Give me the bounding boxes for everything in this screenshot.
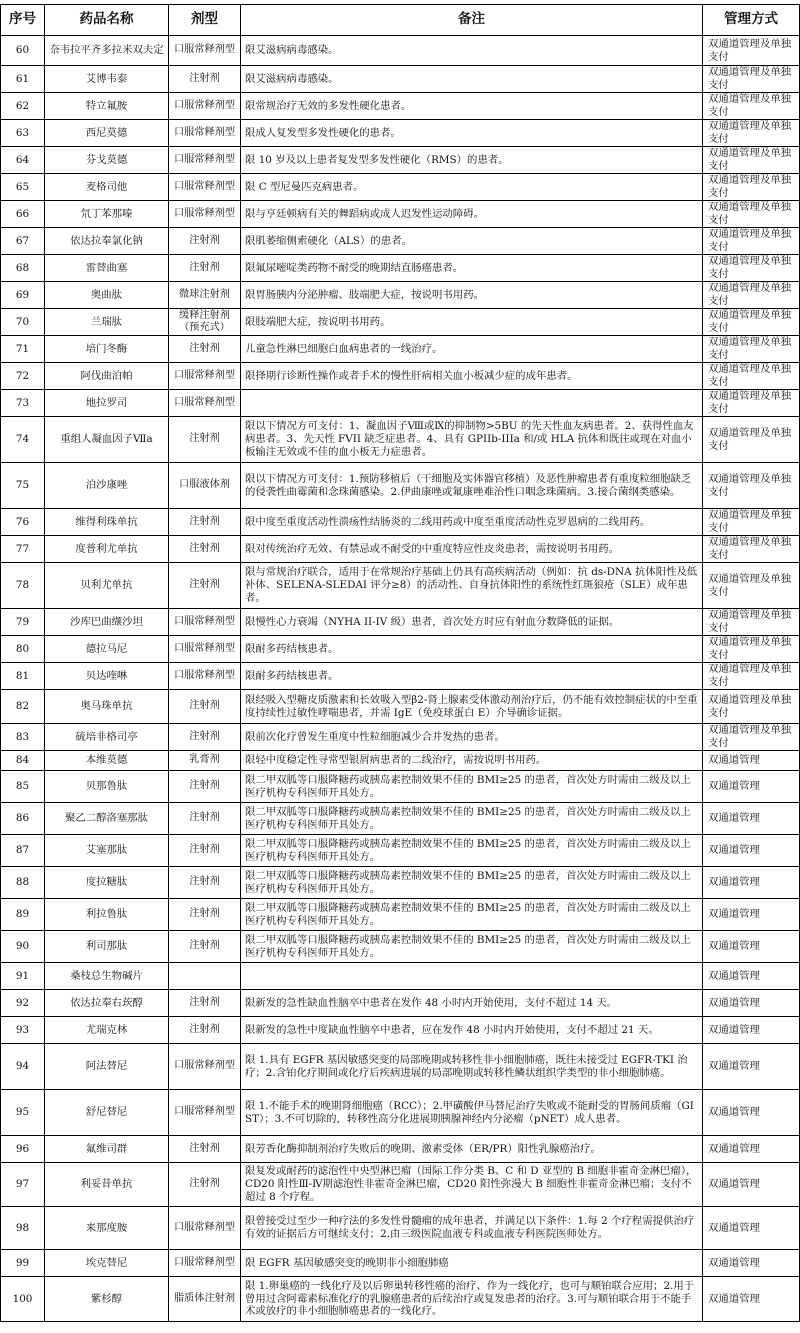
row-number: 72 <box>1 363 45 390</box>
remark: 限对传统治疗无效、有禁忌或不耐受的中重度特应性皮炎患者，需按说明书用药。 <box>241 536 703 563</box>
dosage-form: 缓释注射剂（预充式） <box>169 309 241 336</box>
table-row <box>1 536 800 563</box>
row-number: 76 <box>1 509 45 536</box>
row-number: 94 <box>1 1044 45 1090</box>
table-row <box>1 120 800 147</box>
header-form: 剂型 <box>169 5 241 36</box>
table-row <box>1 867 800 899</box>
remark: 限艾滋病病毒感染。 <box>241 36 703 66</box>
drug-name: 本维莫德 <box>45 751 169 771</box>
dosage-form: 注射剂 <box>169 536 241 563</box>
drug-name: 来那度胺 <box>45 1207 169 1250</box>
management-method: 双通道管理 <box>703 1163 800 1207</box>
remark: 限以下情况方可支付：1、凝血因子Ⅷ或Ⅸ的抑制物>5BU 的先天性血友病患者。2、获得性血友病患者。3、先天性 FVII 缺乏症患者。4、具有 GPIIb-IIIa 和/或 HLA 抗体和既往或现在对血小板输注无效或不佳的血小板无力症患者。 <box>241 417 703 463</box>
dosage-form: 口服常释剂型 <box>169 363 241 390</box>
table-row <box>1 36 800 66</box>
remark: 限 EGFR 基因敏感突变的晚期非小细胞肺癌 <box>241 1250 703 1277</box>
table-row <box>1 1250 800 1277</box>
management-method: 双通道管理及单独支付 <box>703 93 800 120</box>
drug-name: 度拉糖肽 <box>45 867 169 899</box>
table-row <box>1 93 800 120</box>
table-row <box>1 390 800 417</box>
drug-name: 地拉罗司 <box>45 390 169 417</box>
row-number: 79 <box>1 609 45 636</box>
dosage-form: 口服常释剂型 <box>169 390 241 417</box>
dosage-form: 口服常释剂型 <box>169 120 241 147</box>
drug-name: 利妥昔单抗 <box>45 1163 169 1207</box>
table-row <box>1 690 800 724</box>
dosage-form: 注射剂 <box>169 255 241 282</box>
remark: 限 C 型尼曼匹克病患者。 <box>241 174 703 201</box>
remark: 限以下情况方可支付：1.预防移植后（干细胞及实体器官移植）及恶性肿瘤患者有重度粒细胞缺乏的侵袭性曲霉菌和念珠菌感染。2.伊曲康唑或氟康唑难治性口咽念珠菌病。3.接合菌纲类感染。 <box>241 463 703 509</box>
row-number: 92 <box>1 990 45 1017</box>
drug-name: 利拉鲁肽 <box>45 899 169 931</box>
remark <box>241 963 703 990</box>
management-method: 双通道管理 <box>703 1250 800 1277</box>
table-row <box>1 771 800 803</box>
management-method: 双通道管理 <box>703 1044 800 1090</box>
drug-name: 艾博韦泰 <box>45 66 169 93</box>
drug-name: 艾塞那肽 <box>45 835 169 867</box>
management-method: 双通道管理 <box>703 899 800 931</box>
table-row <box>1 803 800 835</box>
remark: 限曾接受过至少一种疗法的多发性骨髓瘤的成年患者，并满足以下条件：1.每 2 个疗程需提供治疗有效的证据后方可继续支付；2.由三级医院血液专科或血液专科医院医师处方。 <box>241 1207 703 1250</box>
header-note: 备注 <box>241 5 703 36</box>
management-method: 双通道管理 <box>703 751 800 771</box>
row-number: 88 <box>1 867 45 899</box>
table-row <box>1 174 800 201</box>
table-body <box>1 36 800 1322</box>
row-number: 68 <box>1 255 45 282</box>
management-method: 双通道管理 <box>703 803 800 835</box>
management-method: 双通道管理及单独支付 <box>703 336 800 363</box>
table-row <box>1 147 800 174</box>
row-number: 61 <box>1 66 45 93</box>
remark: 限 1.不能手术的晚期肾细胞癌（RCC）；2.甲磺酸伊马替尼治疗失败或不能耐受的胃肠间质瘤（GIST）；3.不可切除的，转移性高分化进展期胰腺神经内分泌瘤（pNET）成人患者。 <box>241 1090 703 1136</box>
management-method: 双通道管理及单独支付 <box>703 509 800 536</box>
dosage-form: 注射剂 <box>169 990 241 1017</box>
drug-name: 沙库巴曲缬沙坦 <box>45 609 169 636</box>
row-number: 77 <box>1 536 45 563</box>
table-row <box>1 1277 800 1322</box>
management-method: 双通道管理及单独支付 <box>703 463 800 509</box>
management-method: 双通道管理及单独支付 <box>703 120 800 147</box>
table-row <box>1 931 800 963</box>
drug-name: 依达拉奉右莰醇 <box>45 990 169 1017</box>
table-row <box>1 1136 800 1163</box>
dosage-form: 口服常释剂型 <box>169 93 241 120</box>
dosage-form: 口服常释剂型 <box>169 1250 241 1277</box>
table-row <box>1 1207 800 1250</box>
management-method: 双通道管理及单独支付 <box>703 563 800 609</box>
dosage-form: 注射剂 <box>169 336 241 363</box>
drug-name: 泊沙康唑 <box>45 463 169 509</box>
remark: 限芳香化酶抑制剂治疗失败后的晚期、激素受体（ER/PR）阳性乳腺癌治疗。 <box>241 1136 703 1163</box>
dosage-form: 注射剂 <box>169 1017 241 1044</box>
row-number: 95 <box>1 1090 45 1136</box>
table-row <box>1 228 800 255</box>
drug-name: 特立氟胺 <box>45 93 169 120</box>
dosage-form: 乳膏剂 <box>169 751 241 771</box>
remark: 限经吸入型糖皮质激素和长效吸入型β2-肾上腺素受体激动剂治疗后，仍不能有效控制症状的中至重度持续性过敏性哮喘患者，并需 IgE（免疫球蛋白 E）介导确诊证据。 <box>241 690 703 724</box>
management-method: 双通道管理及单独支付 <box>703 228 800 255</box>
dosage-form <box>169 963 241 990</box>
drug-name: 德拉马尼 <box>45 636 169 663</box>
management-method: 双通道管理及单独支付 <box>703 390 800 417</box>
row-number: 82 <box>1 690 45 724</box>
row-number: 100 <box>1 1277 45 1322</box>
table-row <box>1 751 800 771</box>
remark: 限 1.具有 EGFR 基因敏感突变的局部晚期或转移性非小细胞肺癌，既往未接受过 EGFR-TKI 治疗；2.含铂化疗期间或化疗后疾病进展的局部晚期或转移性鳞状组织学类型的非小细胞肺癌。 <box>241 1044 703 1090</box>
management-method: 双通道管理及单独支付 <box>703 174 800 201</box>
row-number: 71 <box>1 336 45 363</box>
drug-name: 紫杉醇 <box>45 1277 169 1322</box>
table-row <box>1 835 800 867</box>
remark: 限新发的急性中度缺血性脑卒中患者，应在发作 48 小时内开始使用，支付不超过 21 天。 <box>241 1017 703 1044</box>
table-row <box>1 990 800 1017</box>
drug-name: 硫培非格司亭 <box>45 724 169 751</box>
row-number: 97 <box>1 1163 45 1207</box>
drug-name: 奥马珠单抗 <box>45 690 169 724</box>
management-method: 双通道管理及单独支付 <box>703 724 800 751</box>
dosage-form: 注射剂 <box>169 771 241 803</box>
dosage-form: 注射剂 <box>169 1163 241 1207</box>
management-method: 双通道管理及单独支付 <box>703 536 800 563</box>
dosage-form: 口服常释剂型 <box>169 663 241 690</box>
dosage-form: 注射剂 <box>169 66 241 93</box>
management-method: 双通道管理 <box>703 835 800 867</box>
dosage-form: 注射剂 <box>169 417 241 463</box>
drug-name: 埃克替尼 <box>45 1250 169 1277</box>
row-number: 84 <box>1 751 45 771</box>
row-number: 83 <box>1 724 45 751</box>
drug-name: 氘丁苯那嗪 <box>45 201 169 228</box>
table-row <box>1 201 800 228</box>
row-number: 60 <box>1 36 45 66</box>
row-number: 74 <box>1 417 45 463</box>
dosage-form: 口服常释剂型 <box>169 636 241 663</box>
management-method: 双通道管理 <box>703 1136 800 1163</box>
drug-name: 尤瑞克林 <box>45 1017 169 1044</box>
management-method: 双通道管理及单独支付 <box>703 636 800 663</box>
remark: 限二甲双胍等口服降糖药或胰岛素控制效果不佳的 BMI≥25 的患者，首次处方时需由二级及以上医疗机构专科医师开具处方。 <box>241 803 703 835</box>
drug-table <box>0 4 800 1322</box>
remark: 限 1.卵巢癌的一线化疗及以后卵巢转移性癌的治疗、作为一线化疗，也可与顺铂联合应用；2.用于曾用过含阿霉素标准化疗的乳腺癌患者的后续治疗或复发患者的治疗。3.可与顺铂联合用于不能手术或放疗的非小细胞肺癌患者的一线化疗。 <box>241 1277 703 1322</box>
table-row <box>1 563 800 609</box>
remark: 限肌萎缩侧索硬化（ALS）的患者。 <box>241 228 703 255</box>
row-number: 90 <box>1 931 45 963</box>
dosage-form: 注射剂 <box>169 690 241 724</box>
remark: 限肢端肥大症，按说明书用药。 <box>241 309 703 336</box>
management-method: 双通道管理及单独支付 <box>703 363 800 390</box>
drug-name: 贝那鲁肽 <box>45 771 169 803</box>
table-row <box>1 309 800 336</box>
remark: 限新发的急性缺血性脑卒中患者在发作 48 小时内开始使用，支付不超过 14 天。 <box>241 990 703 1017</box>
remark: 限复发或耐药的滤泡性中央型淋巴瘤（国际工作分类 B、C 和 D 亚型的 B 细胞非霍奇金淋巴瘤），CD20 阳性Ⅲ-Ⅳ期滤泡性非霍奇金淋巴瘤，CD20 阳性弥漫大 B 细胞性非霍奇金淋巴瘤；支付不超过 8 个疗程。 <box>241 1163 703 1207</box>
row-number: 70 <box>1 309 45 336</box>
drug-name: 维得利珠单抗 <box>45 509 169 536</box>
dosage-form: 注射剂 <box>169 899 241 931</box>
drug-name: 利司那肽 <box>45 931 169 963</box>
drug-name: 度普利尤单抗 <box>45 536 169 563</box>
remark: 限择期行诊断性操作或者手术的慢性肝病相关血小板减少症的成年患者。 <box>241 363 703 390</box>
row-number: 91 <box>1 963 45 990</box>
management-method: 双通道管理 <box>703 1090 800 1136</box>
remark: 限二甲双胍等口服降糖药或胰岛素控制效果不佳的 BMI≥25 的患者，首次处方时需由二级及以上医疗机构专科医师开具处方。 <box>241 899 703 931</box>
row-number: 87 <box>1 835 45 867</box>
table-row <box>1 899 800 931</box>
row-number: 80 <box>1 636 45 663</box>
header-mgmt: 管理方式 <box>703 5 800 36</box>
header-no: 序号 <box>1 5 45 36</box>
dosage-form: 脂质体注射剂 <box>169 1277 241 1322</box>
drug-name: 西尼莫德 <box>45 120 169 147</box>
management-method: 双通道管理及单独支付 <box>703 609 800 636</box>
drug-name: 依达拉奉氯化钠 <box>45 228 169 255</box>
remark: 限成人复发型多发性硬化的患者。 <box>241 120 703 147</box>
dosage-form: 口服常释剂型 <box>169 147 241 174</box>
table-row <box>1 963 800 990</box>
drug-name: 贝利尤单抗 <box>45 563 169 609</box>
drug-name: 氟维司群 <box>45 1136 169 1163</box>
remark: 限胃肠胰内分泌肿瘤、肢端肥大症，按说明书用药。 <box>241 282 703 309</box>
management-method: 双通道管理 <box>703 867 800 899</box>
management-method: 双通道管理 <box>703 963 800 990</box>
management-method: 双通道管理及单独支付 <box>703 147 800 174</box>
dosage-form: 口服常释剂型 <box>169 609 241 636</box>
remark: 限氟尿嘧啶类药物不耐受的晚期结直肠癌患者。 <box>241 255 703 282</box>
remark: 限 10 岁及以上患者复发型多发性硬化（RMS）的患者。 <box>241 147 703 174</box>
management-method: 双通道管理及单独支付 <box>703 66 800 93</box>
remark: 儿童急性淋巴细胞白血病患者的一线治疗。 <box>241 336 703 363</box>
table-row <box>1 636 800 663</box>
row-number: 86 <box>1 803 45 835</box>
row-number: 99 <box>1 1250 45 1277</box>
row-number: 62 <box>1 93 45 120</box>
drug-name: 麦格司他 <box>45 174 169 201</box>
row-number: 73 <box>1 390 45 417</box>
dosage-form: 注射剂 <box>169 803 241 835</box>
management-method: 双通道管理 <box>703 1277 800 1322</box>
row-number: 65 <box>1 174 45 201</box>
management-method: 双通道管理及单独支付 <box>703 309 800 336</box>
management-method: 双通道管理 <box>703 990 800 1017</box>
header-row <box>1 5 800 36</box>
drug-name: 雷替曲塞 <box>45 255 169 282</box>
table-row <box>1 66 800 93</box>
remark: 限耐多药结核患者。 <box>241 636 703 663</box>
drug-name: 贝达喹啉 <box>45 663 169 690</box>
management-method: 双通道管理及单独支付 <box>703 663 800 690</box>
table-row <box>1 663 800 690</box>
management-method: 双通道管理及单独支付 <box>703 201 800 228</box>
row-number: 98 <box>1 1207 45 1250</box>
table-row <box>1 609 800 636</box>
table-row <box>1 1090 800 1136</box>
dosage-form: 口服液体剂 <box>169 463 241 509</box>
dosage-form: 注射剂 <box>169 1136 241 1163</box>
header-name: 药品名称 <box>45 5 169 36</box>
row-number: 63 <box>1 120 45 147</box>
remark: 限与常规治疗联合，适用于在常规治疗基础上仍具有高疾病活动（例如：抗 ds-DNA 抗体阳性及低补体、SELENA-SLEDAI 评分≥8）的活动性、自身抗体阳性的系统性红斑狼疮（SLE）成年患者。 <box>241 563 703 609</box>
drug-name: 重组人凝血因子Ⅶa <box>45 417 169 463</box>
drug-name: 舒尼替尼 <box>45 1090 169 1136</box>
drug-name: 阿法替尼 <box>45 1044 169 1090</box>
drug-name: 聚乙二醇洛塞那肽 <box>45 803 169 835</box>
drug-name: 培门冬酶 <box>45 336 169 363</box>
management-method: 双通道管理 <box>703 771 800 803</box>
dosage-form: 注射剂 <box>169 509 241 536</box>
remark: 限二甲双胍等口服降糖药或胰岛素控制效果不佳的 BMI≥25 的患者，首次处方时需由二级及以上医疗机构专科医师开具处方。 <box>241 835 703 867</box>
table-row <box>1 509 800 536</box>
table-row <box>1 1044 800 1090</box>
management-method: 双通道管理及单独支付 <box>703 417 800 463</box>
management-method: 双通道管理 <box>703 1207 800 1250</box>
row-number: 75 <box>1 463 45 509</box>
dosage-form: 注射剂 <box>169 228 241 255</box>
remark: 限与亨廷顿病有关的舞蹈病或成人迟发性运动障碍。 <box>241 201 703 228</box>
row-number: 69 <box>1 282 45 309</box>
dosage-form: 注射剂 <box>169 835 241 867</box>
drug-name: 芬戈莫德 <box>45 147 169 174</box>
remark: 限二甲双胍等口服降糖药或胰岛素控制效果不佳的 BMI≥25 的患者，首次处方时需由二级及以上医疗机构专科医师开具处方。 <box>241 771 703 803</box>
row-number: 78 <box>1 563 45 609</box>
management-method: 双通道管理 <box>703 931 800 963</box>
remark: 限二甲双胍等口服降糖药或胰岛素控制效果不佳的 BMI≥25 的患者，首次处方时需由二级及以上医疗机构专科医师开具处方。 <box>241 867 703 899</box>
table-row <box>1 336 800 363</box>
dosage-form: 注射剂 <box>169 724 241 751</box>
remark: 限耐多药结核患者。 <box>241 663 703 690</box>
row-number: 96 <box>1 1136 45 1163</box>
dosage-form: 微球注射剂 <box>169 282 241 309</box>
drug-name: 兰瑞肽 <box>45 309 169 336</box>
remark <box>241 390 703 417</box>
row-number: 89 <box>1 899 45 931</box>
drug-name: 阿伐曲泊帕 <box>45 363 169 390</box>
table-row <box>1 1017 800 1044</box>
table-row <box>1 724 800 751</box>
dosage-form: 口服常释剂型 <box>169 1207 241 1250</box>
management-method: 双通道管理及单独支付 <box>703 690 800 724</box>
management-method: 双通道管理及单独支付 <box>703 282 800 309</box>
row-number: 93 <box>1 1017 45 1044</box>
table-row <box>1 282 800 309</box>
remark: 限二甲双胍等口服降糖药或胰岛素控制效果不佳的 BMI≥25 的患者，首次处方时需由二级及以上医疗机构专科医师开具处方。 <box>241 931 703 963</box>
dosage-form: 口服常释剂型 <box>169 36 241 66</box>
dosage-form: 口服常释剂型 <box>169 1044 241 1090</box>
remark: 限常规治疗无效的多发性硬化患者。 <box>241 93 703 120</box>
remark: 限中度至重度活动性溃疡性结肠炎的二线用药或中度至重度活动性克罗恩病的二线用药。 <box>241 509 703 536</box>
table-row <box>1 363 800 390</box>
dosage-form: 注射剂 <box>169 867 241 899</box>
drug-name: 桑枝总生物碱片 <box>45 963 169 990</box>
remark: 限艾滋病病毒感染。 <box>241 66 703 93</box>
dosage-form: 注射剂 <box>169 931 241 963</box>
management-method: 双通道管理及单独支付 <box>703 36 800 66</box>
table-row <box>1 463 800 509</box>
drug-name: 奥曲肽 <box>45 282 169 309</box>
remark: 限慢性心力衰竭（NYHA II-IV 级）患者，首次处方时应有射血分数降低的证据。 <box>241 609 703 636</box>
row-number: 64 <box>1 147 45 174</box>
table-row <box>1 1163 800 1207</box>
table-row <box>1 255 800 282</box>
remark: 限轻中度稳定性寻常型银屑病患者的二线治疗，需按说明书用药。 <box>241 751 703 771</box>
remark: 限前次化疗曾发生重度中性粒细胞减少合并发热的患者。 <box>241 724 703 751</box>
dosage-form: 口服常释剂型 <box>169 174 241 201</box>
dosage-form: 注射剂 <box>169 563 241 609</box>
dosage-form: 口服常释剂型 <box>169 1090 241 1136</box>
row-number: 85 <box>1 771 45 803</box>
dosage-form: 口服常释剂型 <box>169 201 241 228</box>
management-method: 双通道管理及单独支付 <box>703 255 800 282</box>
management-method: 双通道管理 <box>703 1017 800 1044</box>
row-number: 66 <box>1 201 45 228</box>
drug-name: 奈韦拉平齐多拉米双夫定 <box>45 36 169 66</box>
row-number: 81 <box>1 663 45 690</box>
table-row <box>1 417 800 463</box>
row-number: 67 <box>1 228 45 255</box>
